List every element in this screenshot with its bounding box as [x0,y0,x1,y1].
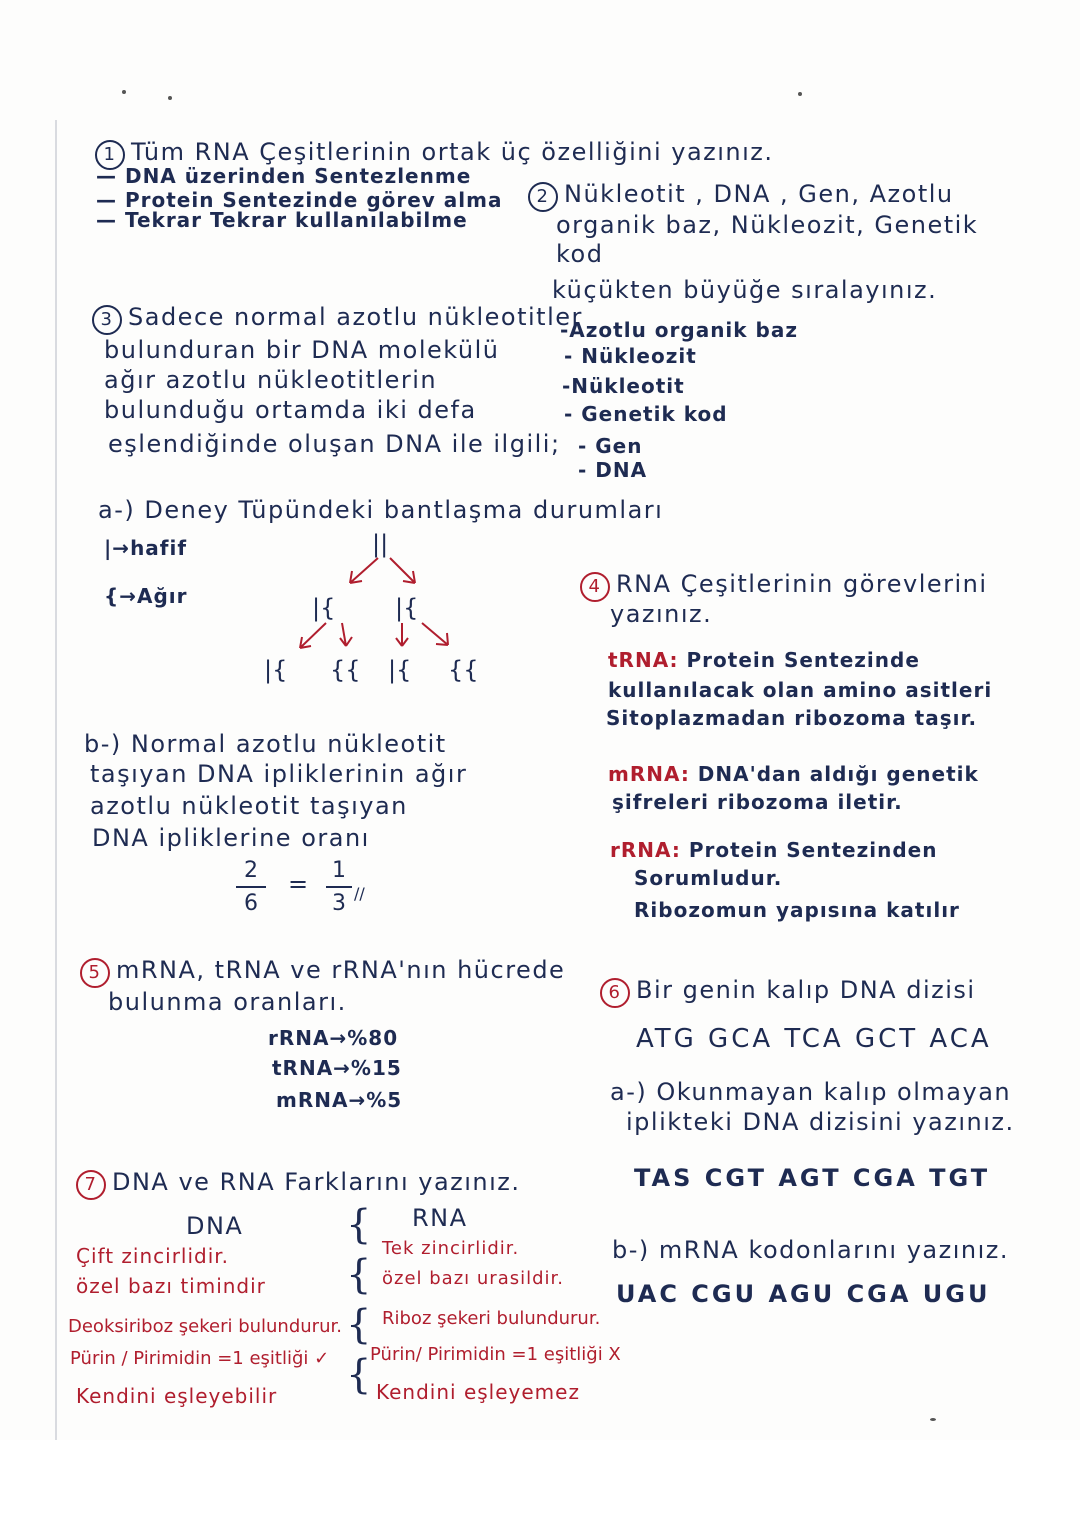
q7-rna-row: Riboz şekeri bulundurur. [382,1308,601,1329]
q4-mrna-line: şifreleri ribozoma iletir. [612,790,903,814]
q7-dna-row: Deoksiriboz şekeri bulundurur. [68,1316,342,1337]
scan-speck [798,92,802,96]
q3-replication-tree [250,528,500,688]
q5-title-line: bulunma oranları. [108,988,347,1016]
tree-gen2-2: {{ [330,656,361,684]
q7-rna-row: özel bazı urasildir. [382,1268,564,1289]
q3-line: eşlendiğinde oluşan DNA ile ilgili; [108,430,561,458]
tree-gen1-left: |{ [312,594,336,622]
q3-line: bulunduğu ortamda iki defa [104,396,477,424]
fraction-right: 1 3 [326,858,352,916]
q7-rna-heading: RNA [412,1204,468,1232]
q2-answer-item: - DNA [578,458,648,482]
q6-b-answer: UAC CGU AGU CGA UGU [616,1280,991,1308]
q6-a-line: a-) Okunmayan kalıp olmayan [610,1078,1012,1106]
q6-b-line: b-) mRNA kodonlarını yazınız. [612,1236,1009,1264]
q3-line: bulunduran bir DNA molekülü [104,336,500,364]
q3-b-line: DNA ipliklerine oranı [92,824,370,852]
q7-rna-row: Kendini eşleyemez [376,1380,580,1404]
q4-number: 4 [580,572,610,602]
end-mark: // [354,884,365,903]
q1-title-text: Tüm RNA Çeşitlerinin ortak üç özelliğini yazınız. [131,138,774,166]
q7-brace: { [346,1202,372,1248]
q7-number: 7 [76,1170,106,1200]
q7-title: 7 DNA ve RNA Farklarını yazınız. [76,1170,521,1200]
equals-sign: = [288,870,310,898]
scan-speck [122,90,126,94]
q2-answer-item: - Genetik kod [564,402,728,426]
q7-brace: { [346,1252,372,1298]
q7-rna-row: Pürin/ Pirimidin =1 eşitliği X [370,1344,621,1365]
q3-line: ağır azotlu nükleotitlerin [104,366,438,394]
q1-item: — Protein Sentezinde görev alma [96,188,503,212]
q2-instruction: küçükten büyüğe sıralayınız. [552,276,938,304]
q7-dna-row: Kendini eşleyebilir [76,1384,278,1408]
q2-prompt-line: organik baz, Nükleozit, Genetik [556,211,979,239]
tree-gen2-3: |{ [388,656,412,684]
q7-brace: { [346,1352,372,1398]
bottom-margin [0,1440,1080,1527]
tree-parent: || [372,530,389,558]
q2-prompt-line: kod [556,240,604,268]
q7-rna-row: Tek zincirlidir. [382,1238,520,1259]
q5-number: 5 [80,958,110,988]
q5-rate: rRNA→%80 [268,1026,399,1050]
tree-gen2-1: |{ [264,656,288,684]
q4-rrna-line: Sorumludur. [634,866,783,890]
q4-trna-line: kullanılacak olan amino asitleri [608,678,993,702]
q3-b-line: b-) Normal azotlu nükleotit [84,730,447,758]
q1-item: — DNA üzerinden Sentezlenme [96,164,472,188]
q3-b-line: azotlu nükleotit taşıyan [90,792,408,820]
q6-a-answer: TAS CGT AGT CGA TGT [634,1164,991,1192]
q7-dna-row: özel bazı timindir [76,1274,266,1298]
fraction-left: 2 6 [236,858,266,916]
q2-number: 2 [528,182,558,212]
page-edge-shadow [55,120,57,1440]
q7-brace: { [346,1302,372,1348]
q7-dna-row: Pürin / Pirimidin =1 eşitliği ✓ [70,1348,330,1369]
q2-answer-item: -Nükleotit [562,374,685,398]
q4-rrna-line: Ribozomun yapısına katılır [634,898,960,922]
q2-answer-item: - Nükleozit [564,344,697,368]
q3-line: 3 Sadece normal azotlu nükleotitler [92,305,583,335]
q1-number: 1 [95,140,125,170]
q5-rate: mRNA→%5 [276,1088,403,1112]
q6-a-line: iplikteki DNA dizisini yazınız. [626,1108,1015,1136]
q6-title: 6 Bir genin kalıp DNA dizisi [600,978,976,1008]
q3-a-label: a-) Deney Tüpündeki bantlaşma durumları [98,496,664,524]
q4-mrna-line: mRNA: DNA'dan aldığı genetik [608,762,979,786]
q4-trna-line: Sitoplazmadan ribozoma taşır. [606,706,978,730]
q4-rrna-line: rRNA: Protein Sentezinden [610,838,938,862]
q5-rate: tRNA→%15 [272,1056,402,1080]
q3-legend-heavy: {→Ağır [104,584,188,608]
q4-trna-line: tRNA: Protein Sentezinde [608,648,920,672]
q6-number: 6 [600,978,630,1008]
scan-speck [168,96,172,100]
q5-title-line: 5 mRNA, tRNA ve rRNA'nın hücrede [80,958,565,988]
q7-dna-heading: DNA [186,1212,244,1240]
scan-speck [930,1418,936,1421]
q4-title-line: yazınız. [610,600,713,628]
q4-title-line: 4 RNA Çeşitlerinin görevlerini [580,572,988,602]
q7-dna-row: Çift zincirlidir. [76,1244,230,1268]
q1-item: — Tekrar Tekrar kullanılabilme [96,208,468,232]
q3-b-line: taşıyan DNA ipliklerinin ağır [90,760,468,788]
tree-gen1-right: |{ [395,594,419,622]
q3-legend-light: |→hafif [104,536,188,560]
q3-number: 3 [92,305,122,335]
tree-gen2-4: {{ [448,656,479,684]
q2-answer-item: -Azotlu organik baz [560,318,799,342]
q2-answer-item: - Gen [578,434,643,458]
q2-prompt-line: 2 Nükleotit , DNA , Gen, Azotlu [528,182,954,212]
q6-sequence: ATG GCA TCA GCT ACA [636,1024,992,1054]
